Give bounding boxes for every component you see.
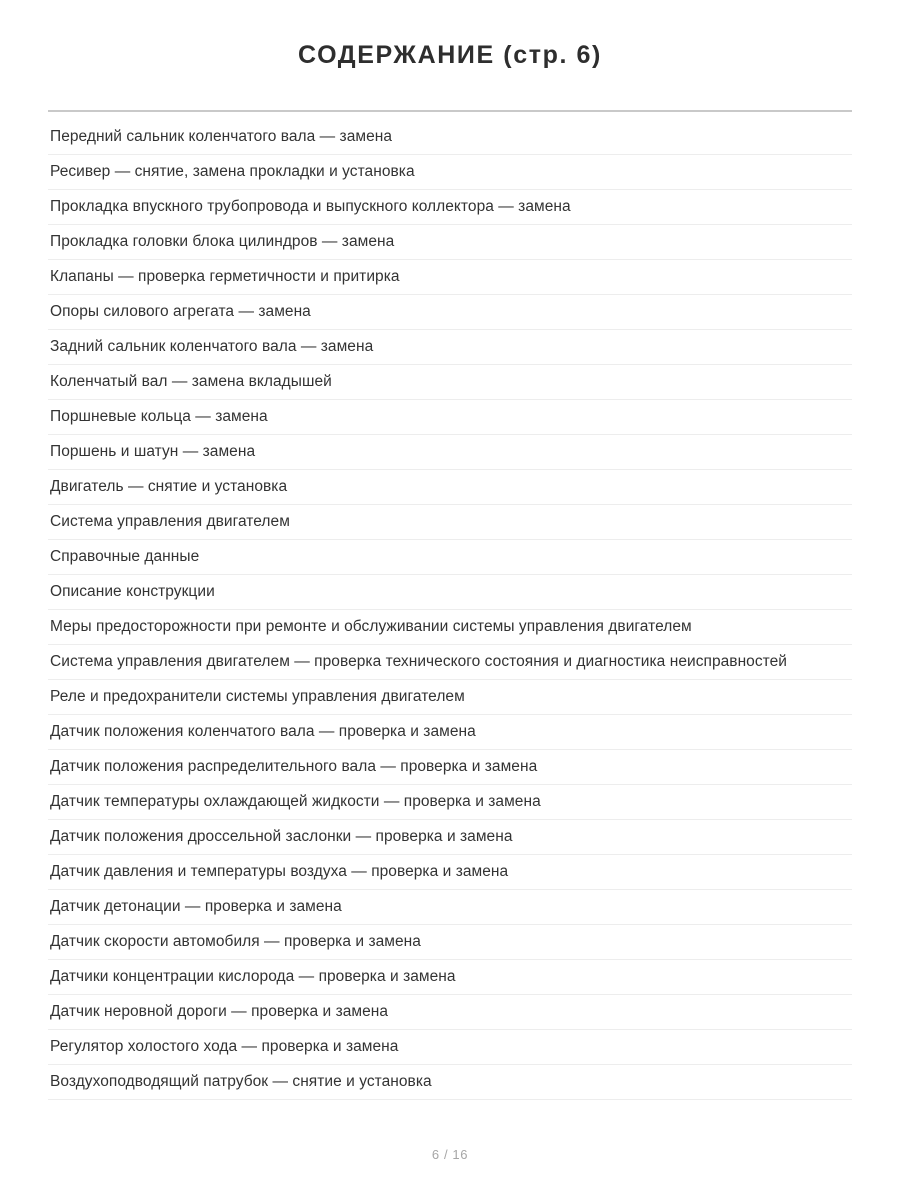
- toc-item[interactable]: Система управления двигателем: [48, 505, 852, 540]
- toc-item[interactable]: Регулятор холостого хода — проверка и замена: [48, 1030, 852, 1065]
- toc-item[interactable]: Клапаны — проверка герметичности и притирка: [48, 260, 852, 295]
- toc-item[interactable]: Датчик скорости автомобиля — проверка и замена: [48, 925, 852, 960]
- toc-item[interactable]: Меры предосторожности при ремонте и обслуживании системы управления двигателем: [48, 610, 852, 645]
- toc-item[interactable]: Датчик детонации — проверка и замена: [48, 890, 852, 925]
- toc-item[interactable]: Описание конструкции: [48, 575, 852, 610]
- toc-item[interactable]: Коленчатый вал — замена вкладышей: [48, 365, 852, 400]
- toc-item[interactable]: Двигатель — снятие и установка: [48, 470, 852, 505]
- toc-item[interactable]: Система управления двигателем — проверка технического состояния и диагностика неисправностей: [48, 645, 852, 680]
- toc-item[interactable]: Воздухоподводящий патрубок — снятие и установка: [48, 1065, 852, 1100]
- page-number: 6 / 16: [431, 1147, 469, 1162]
- toc-item[interactable]: Передний сальник коленчатого вала — замена: [48, 112, 852, 155]
- toc-item[interactable]: Прокладка впускного трубопровода и выпускного коллектора — замена: [48, 190, 852, 225]
- toc-item[interactable]: Датчик положения распределительного вала — проверка и замена: [48, 750, 852, 785]
- toc-item[interactable]: Датчик температуры охлаждающей жидкости — проверка и замена: [48, 785, 852, 820]
- toc-item[interactable]: Датчик положения дроссельной заслонки — проверка и замена: [48, 820, 852, 855]
- table-of-contents: [48, 70, 852, 1100]
- toc-item[interactable]: Датчик давления и температуры воздуха — проверка и замена: [48, 855, 852, 890]
- toc-item[interactable]: Опоры силового агрегата — замена: [48, 295, 852, 330]
- toc-item[interactable]: Задний сальник коленчатого вала — замена: [48, 330, 852, 365]
- toc-item[interactable]: Поршень и шатун — замена: [48, 435, 852, 470]
- toc-item[interactable]: Датчик неровной дороги — проверка и замена: [48, 995, 852, 1030]
- toc-item[interactable]: Поршневые кольца — замена: [48, 400, 852, 435]
- toc-item[interactable]: Датчики концентрации кислорода — проверка и замена: [48, 960, 852, 995]
- toc-item[interactable]: Реле и предохранители системы управления двигателем: [48, 680, 852, 715]
- toc-item[interactable]: Ресивер — снятие, замена прокладки и установка: [48, 155, 852, 190]
- page-title: СОДЕРЖАНИЕ (стр. 6): [298, 41, 602, 69]
- toc-item[interactable]: Датчик положения коленчатого вала — проверка и замена: [48, 715, 852, 750]
- toc-item[interactable]: Справочные данные: [48, 540, 852, 575]
- toc-item[interactable]: Прокладка головки блока цилиндров — замена: [48, 225, 852, 260]
- toc-list: [48, 112, 852, 1100]
